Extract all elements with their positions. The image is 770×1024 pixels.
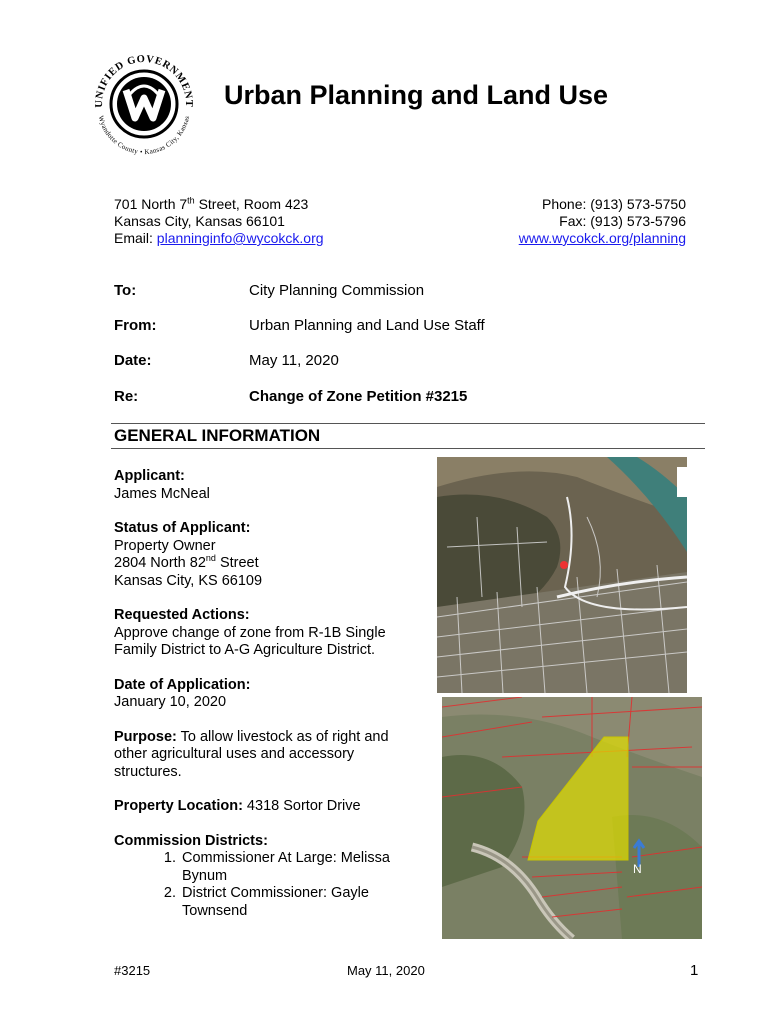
date-value: May 11, 2020	[249, 352, 339, 369]
to-label: To:	[114, 282, 137, 299]
office-address	[114, 196, 324, 247]
requested-value: Approve change of zone from R-1B Single Family District to A-G Agriculture District.	[114, 624, 386, 658]
from-value: Urban Planning and Land Use Staff	[249, 317, 485, 334]
email-line: Email: planninginfo@wycokck.org	[114, 230, 324, 246]
list-item: 1. Commissioner At Large: Melissa Bynum	[180, 850, 424, 885]
aerial-parcel-map	[442, 697, 702, 939]
city-address: Kansas City, Kansas 66101	[114, 213, 285, 229]
page-title: Urban Planning and Land Use	[224, 80, 609, 110]
website-link[interactable]: www.wycokck.org/planning	[518, 230, 686, 246]
street-address: 701 North 7th Street, Room 423	[114, 195, 309, 212]
section-heading: GENERAL INFORMATION	[114, 426, 321, 445]
requested-label: Requested Actions:	[114, 607, 250, 623]
aerial-vicinity-map	[437, 457, 687, 693]
purpose-value: To allow livestock as of right and other agricultural uses and accessory structures.	[114, 728, 389, 780]
section-divider-top	[111, 423, 705, 424]
general-information	[114, 468, 424, 920]
list-item: 2. District Commissioner: Gayle Townsend	[180, 885, 424, 920]
unified-government-seal	[88, 48, 200, 160]
applicant-label: Applicant:	[114, 468, 185, 484]
applicant-name: James McNeal	[114, 485, 210, 502]
svg-text:Wyandotte County • Kansas City: Wyandotte County • Kansas City, Kansas	[96, 114, 192, 157]
location-label: Property Location:	[114, 798, 243, 814]
office-contact	[516, 196, 686, 247]
location-value: 4318 Sortor Drive	[242, 798, 361, 814]
page-number: 1	[690, 962, 699, 979]
fax-number: Fax: (913) 573-5796	[559, 213, 686, 229]
date-label: Date:	[114, 352, 152, 369]
re-label: Re:	[114, 388, 139, 405]
application-date-label: Date of Application:	[114, 676, 251, 693]
status-label: Status of Applicant:	[114, 520, 251, 536]
status-value: Property Owner	[114, 537, 216, 554]
footer-date: May 11, 2020	[347, 963, 425, 978]
footer-petition-number: #3215	[114, 963, 151, 978]
commissioner-list	[114, 850, 424, 920]
commission-label: Commission Districts:	[114, 832, 268, 849]
section-divider-bottom	[111, 448, 705, 449]
purpose-label: Purpose:	[114, 728, 177, 745]
phone-number: Phone: (913) 573-5750	[542, 196, 686, 212]
status-city: Kansas City, KS 66109	[114, 572, 263, 589]
application-date: January 10, 2020	[114, 694, 227, 710]
svg-text:N: N	[633, 862, 642, 876]
svg-text:UNIFIED GOVERNMENT: UNIFIED GOVERNMENT	[93, 53, 195, 108]
status-address: 2804 North 82nd Street	[114, 553, 259, 571]
to-value: City Planning Commission	[249, 282, 425, 299]
email-link[interactable]: planninginfo@wycokck.org	[156, 230, 324, 246]
re-value: Change of Zone Petition #3215	[249, 388, 468, 405]
from-label: From:	[114, 317, 157, 334]
